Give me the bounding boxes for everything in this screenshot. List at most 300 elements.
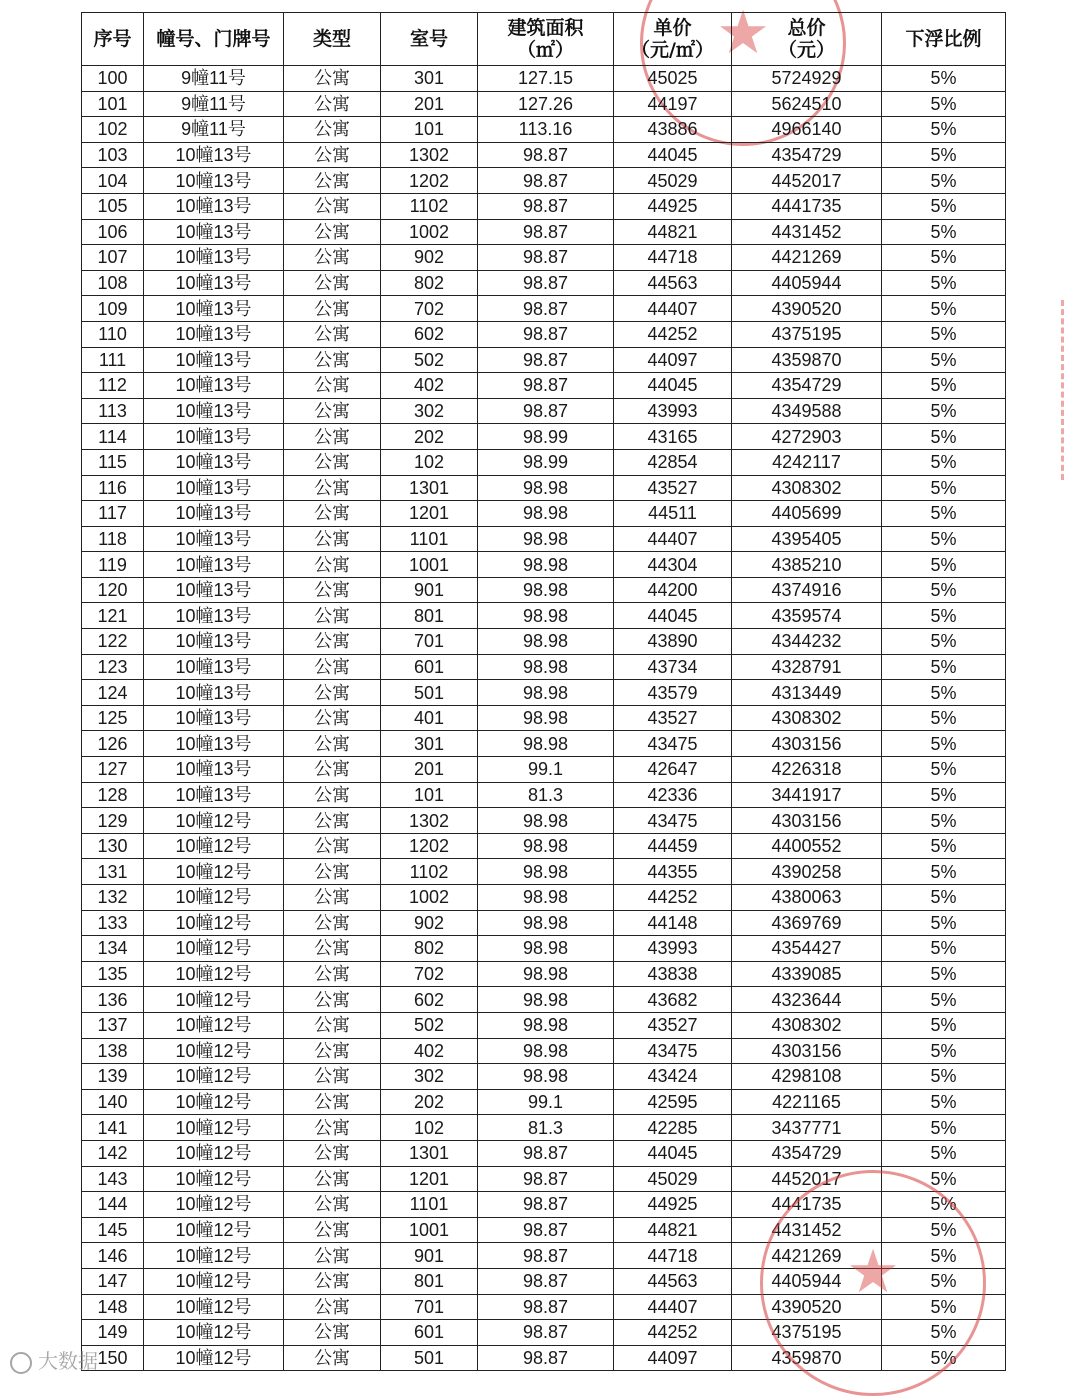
cell-room: 302 — [381, 1064, 478, 1090]
cell-discount: 5% — [882, 654, 1006, 680]
cell-unit-price: 44045 — [614, 142, 732, 168]
table-row — [82, 782, 1006, 808]
cell-discount: 5% — [882, 577, 1006, 603]
cell-discount: 5% — [882, 449, 1006, 475]
cell-building: 10幢13号 — [144, 245, 284, 271]
cell-area: 98.87 — [478, 1243, 614, 1269]
cell-type: 公寓 — [284, 680, 381, 706]
cell-building: 10幢13号 — [144, 321, 284, 347]
cell-seq: 103 — [82, 142, 144, 168]
cell-seq: 138 — [82, 1038, 144, 1064]
cell-discount: 5% — [882, 1268, 1006, 1294]
cell-room: 1202 — [381, 168, 478, 194]
cell-building: 10幢12号 — [144, 1192, 284, 1218]
cell-total-price: 4308302 — [732, 475, 882, 501]
cell-seq: 137 — [82, 1012, 144, 1038]
cell-seq: 106 — [82, 219, 144, 245]
table-row — [82, 373, 1006, 399]
table-row — [82, 603, 1006, 629]
cell-unit-price: 44718 — [614, 245, 732, 271]
table-row — [82, 475, 1006, 501]
cell-room: 1101 — [381, 526, 478, 552]
header-unit-price — [614, 13, 732, 66]
cell-unit-price: 44407 — [614, 1294, 732, 1320]
cell-room: 1202 — [381, 833, 478, 859]
cell-type: 公寓 — [284, 1089, 381, 1115]
cell-type: 公寓 — [284, 475, 381, 501]
cell-total-price: 4303156 — [732, 1038, 882, 1064]
cell-building: 10幢12号 — [144, 885, 284, 911]
cell-unit-price: 43475 — [614, 1038, 732, 1064]
cell-unit-price: 43890 — [614, 629, 732, 655]
table-row — [82, 936, 1006, 962]
cell-unit-price: 43527 — [614, 475, 732, 501]
cell-type: 公寓 — [284, 1140, 381, 1166]
cell-room: 1302 — [381, 142, 478, 168]
cell-area: 98.98 — [478, 654, 614, 680]
cell-building: 10幢13号 — [144, 552, 284, 578]
cell-unit-price: 43527 — [614, 1012, 732, 1038]
cell-type: 公寓 — [284, 936, 381, 962]
table-row — [82, 321, 1006, 347]
cell-discount: 5% — [882, 168, 1006, 194]
cell-room: 1001 — [381, 552, 478, 578]
cell-area: 98.87 — [478, 373, 614, 399]
cell-building: 10幢12号 — [144, 1115, 284, 1141]
cell-room: 802 — [381, 270, 478, 296]
cell-seq: 107 — [82, 245, 144, 271]
cell-seq: 134 — [82, 936, 144, 962]
cell-area: 98.87 — [478, 347, 614, 373]
cell-type: 公寓 — [284, 859, 381, 885]
cell-total-price: 4374916 — [732, 577, 882, 603]
cell-seq: 130 — [82, 833, 144, 859]
cell-type: 公寓 — [284, 987, 381, 1013]
cell-type: 公寓 — [284, 1294, 381, 1320]
cell-area: 98.98 — [478, 552, 614, 578]
cell-room: 201 — [381, 91, 478, 117]
table-row — [82, 1115, 1006, 1141]
cell-room: 502 — [381, 347, 478, 373]
cell-seq: 110 — [82, 321, 144, 347]
header-discount: 下浮比例 — [882, 13, 1006, 66]
cell-seq: 100 — [82, 66, 144, 92]
cell-discount: 5% — [882, 1345, 1006, 1371]
cell-building: 10幢12号 — [144, 1345, 284, 1371]
header-total-price-unit: （元） — [777, 39, 835, 61]
cell-discount: 5% — [882, 193, 1006, 219]
cell-area: 98.98 — [478, 987, 614, 1013]
table-row — [82, 424, 1006, 450]
cell-area: 98.98 — [478, 1064, 614, 1090]
cell-total-price: 4431452 — [732, 219, 882, 245]
cell-total-price: 4323644 — [732, 987, 882, 1013]
table-row — [82, 654, 1006, 680]
cell-area: 81.3 — [478, 1115, 614, 1141]
table-row — [82, 117, 1006, 143]
cell-room: 802 — [381, 936, 478, 962]
cell-total-price: 4369769 — [732, 910, 882, 936]
cell-discount: 5% — [882, 961, 1006, 987]
cell-total-price: 4359574 — [732, 603, 882, 629]
cell-seq: 141 — [82, 1115, 144, 1141]
cell-building: 10幢12号 — [144, 833, 284, 859]
cell-total-price: 4390520 — [732, 1294, 882, 1320]
cell-discount: 5% — [882, 603, 1006, 629]
cell-building: 10幢13号 — [144, 142, 284, 168]
cell-room: 801 — [381, 1268, 478, 1294]
cell-total-price: 4421269 — [732, 245, 882, 271]
cell-discount: 5% — [882, 501, 1006, 527]
cell-seq: 123 — [82, 654, 144, 680]
cell-type: 公寓 — [284, 117, 381, 143]
cell-seq: 119 — [82, 552, 144, 578]
cell-area: 98.87 — [478, 1140, 614, 1166]
cell-area: 98.98 — [478, 475, 614, 501]
table-row — [82, 629, 1006, 655]
cell-unit-price: 45025 — [614, 66, 732, 92]
cell-discount: 5% — [882, 808, 1006, 834]
cell-area: 98.87 — [478, 321, 614, 347]
cell-room: 1002 — [381, 219, 478, 245]
cell-room: 202 — [381, 424, 478, 450]
cell-area: 98.87 — [478, 398, 614, 424]
cell-building: 10幢13号 — [144, 501, 284, 527]
cell-building: 10幢13号 — [144, 219, 284, 245]
cell-seq: 145 — [82, 1217, 144, 1243]
cell-discount: 5% — [882, 1166, 1006, 1192]
cell-type: 公寓 — [284, 629, 381, 655]
cell-total-price: 4385210 — [732, 552, 882, 578]
cell-area: 98.98 — [478, 910, 614, 936]
cell-area: 98.98 — [478, 629, 614, 655]
cell-discount: 5% — [882, 833, 1006, 859]
cell-room: 102 — [381, 449, 478, 475]
cell-total-price: 4308302 — [732, 1012, 882, 1038]
cell-unit-price: 44459 — [614, 833, 732, 859]
cell-room: 601 — [381, 654, 478, 680]
cell-seq: 128 — [82, 782, 144, 808]
cell-discount: 5% — [882, 1192, 1006, 1218]
cell-total-price: 4354729 — [732, 373, 882, 399]
cell-type: 公寓 — [284, 1115, 381, 1141]
cell-room: 902 — [381, 910, 478, 936]
cell-building: 10幢12号 — [144, 936, 284, 962]
cell-room: 301 — [381, 66, 478, 92]
cell-area: 81.3 — [478, 782, 614, 808]
table-row — [82, 1064, 1006, 1090]
cell-area: 98.98 — [478, 961, 614, 987]
cell-building: 10幢12号 — [144, 1038, 284, 1064]
cell-type: 公寓 — [284, 1243, 381, 1269]
table-row — [82, 859, 1006, 885]
price-table — [81, 12, 1006, 1371]
cell-building: 10幢13号 — [144, 757, 284, 783]
cell-type: 公寓 — [284, 731, 381, 757]
table-row — [82, 1012, 1006, 1038]
seal-star-icon: ★ — [846, 1237, 900, 1307]
cell-area: 98.87 — [478, 193, 614, 219]
cell-total-price: 4441735 — [732, 1192, 882, 1218]
cell-building: 10幢12号 — [144, 1089, 284, 1115]
cell-total-price: 4313449 — [732, 680, 882, 706]
cell-type: 公寓 — [284, 1038, 381, 1064]
cell-area: 98.87 — [478, 245, 614, 271]
cell-building: 10幢12号 — [144, 1294, 284, 1320]
header-area-label: 建筑面积 — [507, 17, 584, 39]
cell-type: 公寓 — [284, 1064, 381, 1090]
cell-total-price: 4359870 — [732, 347, 882, 373]
cell-discount: 5% — [882, 859, 1006, 885]
cell-room: 1102 — [381, 859, 478, 885]
cell-seq: 132 — [82, 885, 144, 911]
cell-area: 98.98 — [478, 603, 614, 629]
table-row — [82, 808, 1006, 834]
cell-type: 公寓 — [284, 424, 381, 450]
cell-building: 10幢13号 — [144, 654, 284, 680]
cell-room: 1201 — [381, 501, 478, 527]
cell-seq: 127 — [82, 757, 144, 783]
table-row — [82, 987, 1006, 1013]
cell-building: 10幢12号 — [144, 1064, 284, 1090]
cell-discount: 5% — [882, 552, 1006, 578]
cell-total-price: 4966140 — [732, 117, 882, 143]
cell-unit-price: 42647 — [614, 757, 732, 783]
cell-discount: 5% — [882, 475, 1006, 501]
cell-discount: 5% — [882, 1217, 1006, 1243]
cell-room: 1101 — [381, 1192, 478, 1218]
table-row — [82, 1243, 1006, 1269]
cell-discount: 5% — [882, 1320, 1006, 1346]
cell-area: 98.87 — [478, 1217, 614, 1243]
cell-seq: 149 — [82, 1320, 144, 1346]
table-row — [82, 168, 1006, 194]
cell-room: 602 — [381, 321, 478, 347]
cell-building: 10幢12号 — [144, 987, 284, 1013]
cell-type: 公寓 — [284, 654, 381, 680]
cell-type: 公寓 — [284, 66, 381, 92]
cell-seq: 104 — [82, 168, 144, 194]
cell-type: 公寓 — [284, 885, 381, 911]
header-total-price-label: 总价 — [787, 17, 826, 39]
cell-discount: 5% — [882, 705, 1006, 731]
cell-total-price: 4298108 — [732, 1064, 882, 1090]
header-unit-price-unit: （元/㎡） — [631, 39, 714, 61]
cell-unit-price: 43993 — [614, 398, 732, 424]
cell-seq: 112 — [82, 373, 144, 399]
cell-discount: 5% — [882, 1038, 1006, 1064]
table-row — [82, 347, 1006, 373]
cell-seq: 129 — [82, 808, 144, 834]
cell-building: 10幢12号 — [144, 910, 284, 936]
cell-unit-price: 44148 — [614, 910, 732, 936]
table-row — [82, 449, 1006, 475]
cell-area: 99.1 — [478, 757, 614, 783]
cell-total-price: 3441917 — [732, 782, 882, 808]
cell-discount: 5% — [882, 1140, 1006, 1166]
cell-area: 98.87 — [478, 296, 614, 322]
cell-seq: 135 — [82, 961, 144, 987]
cell-unit-price: 44252 — [614, 885, 732, 911]
cell-area: 98.87 — [478, 219, 614, 245]
cell-total-price: 4242117 — [732, 449, 882, 475]
cell-unit-price: 44925 — [614, 193, 732, 219]
cell-building: 10幢13号 — [144, 424, 284, 450]
cell-total-price: 5724929 — [732, 66, 882, 92]
table-row — [82, 270, 1006, 296]
table-row — [82, 245, 1006, 271]
table-row — [82, 1192, 1006, 1218]
cell-building: 10幢12号 — [144, 1320, 284, 1346]
cell-building: 9幢11号 — [144, 66, 284, 92]
cell-total-price: 4308302 — [732, 705, 882, 731]
cell-building: 10幢13号 — [144, 398, 284, 424]
cell-type: 公寓 — [284, 1192, 381, 1218]
cell-area: 98.87 — [478, 1166, 614, 1192]
header-total-price — [732, 13, 882, 66]
cell-unit-price: 45029 — [614, 1166, 732, 1192]
cell-seq: 101 — [82, 91, 144, 117]
table-row — [82, 705, 1006, 731]
cell-total-price: 4390258 — [732, 859, 882, 885]
table-row — [82, 398, 1006, 424]
table-row — [82, 1217, 1006, 1243]
cell-room: 402 — [381, 373, 478, 399]
cell-total-price: 4354729 — [732, 1140, 882, 1166]
cell-area: 98.98 — [478, 859, 614, 885]
cell-room: 202 — [381, 1089, 478, 1115]
cell-unit-price: 44407 — [614, 526, 732, 552]
cell-area: 98.98 — [478, 577, 614, 603]
cell-type: 公寓 — [284, 373, 381, 399]
cell-room: 1002 — [381, 885, 478, 911]
cell-discount: 5% — [882, 270, 1006, 296]
cell-unit-price: 43579 — [614, 680, 732, 706]
cell-seq: 124 — [82, 680, 144, 706]
cell-discount: 5% — [882, 782, 1006, 808]
cell-area: 127.26 — [478, 91, 614, 117]
cell-area: 98.98 — [478, 1012, 614, 1038]
cell-unit-price: 44304 — [614, 552, 732, 578]
table-row — [82, 1166, 1006, 1192]
cell-unit-price: 44563 — [614, 1268, 732, 1294]
cell-seq: 121 — [82, 603, 144, 629]
cell-room: 502 — [381, 1012, 478, 1038]
cell-building: 10幢13号 — [144, 782, 284, 808]
cell-seq: 133 — [82, 910, 144, 936]
cell-room: 902 — [381, 245, 478, 271]
cell-discount: 5% — [882, 629, 1006, 655]
cell-area: 99.1 — [478, 1089, 614, 1115]
cell-discount: 5% — [882, 680, 1006, 706]
cell-building: 10幢13号 — [144, 475, 284, 501]
cell-total-price: 4349588 — [732, 398, 882, 424]
cell-unit-price: 44511 — [614, 501, 732, 527]
cell-total-price: 4441735 — [732, 193, 882, 219]
cell-building: 10幢12号 — [144, 1166, 284, 1192]
cell-type: 公寓 — [284, 1166, 381, 1192]
cell-area: 98.87 — [478, 1268, 614, 1294]
cell-area: 98.98 — [478, 731, 614, 757]
cell-unit-price: 43682 — [614, 987, 732, 1013]
cell-unit-price: 43527 — [614, 705, 732, 731]
cell-total-price: 4395405 — [732, 526, 882, 552]
header-room: 室号 — [381, 13, 478, 66]
cell-seq: 102 — [82, 117, 144, 143]
cell-unit-price: 44821 — [614, 1217, 732, 1243]
cell-unit-price: 43734 — [614, 654, 732, 680]
cell-type: 公寓 — [284, 398, 381, 424]
cell-area: 98.98 — [478, 705, 614, 731]
cell-building: 10幢13号 — [144, 603, 284, 629]
cell-unit-price: 44355 — [614, 859, 732, 885]
header-area-unit: （㎡） — [516, 39, 574, 61]
cell-room: 1201 — [381, 1166, 478, 1192]
cell-building: 10幢13号 — [144, 347, 284, 373]
cell-seq: 136 — [82, 987, 144, 1013]
cell-seq: 120 — [82, 577, 144, 603]
header-type: 类型 — [284, 13, 381, 66]
cell-seq: 144 — [82, 1192, 144, 1218]
table-row — [82, 757, 1006, 783]
cell-seq: 143 — [82, 1166, 144, 1192]
cell-building: 9幢11号 — [144, 117, 284, 143]
cell-area: 98.99 — [478, 449, 614, 475]
table-row — [82, 1140, 1006, 1166]
cell-unit-price: 44252 — [614, 321, 732, 347]
cell-discount: 5% — [882, 1243, 1006, 1269]
cell-building: 9幢11号 — [144, 91, 284, 117]
cell-total-price: 4328791 — [732, 654, 882, 680]
cell-seq: 125 — [82, 705, 144, 731]
cell-seq: 131 — [82, 859, 144, 885]
cell-type: 公寓 — [284, 296, 381, 322]
cell-seq: 139 — [82, 1064, 144, 1090]
cell-area: 98.87 — [478, 1345, 614, 1371]
cell-discount: 5% — [882, 936, 1006, 962]
cell-discount: 5% — [882, 219, 1006, 245]
cell-room: 501 — [381, 1345, 478, 1371]
cell-unit-price: 44200 — [614, 577, 732, 603]
cell-room: 402 — [381, 1038, 478, 1064]
cell-unit-price: 44821 — [614, 219, 732, 245]
cell-total-price: 4272903 — [732, 424, 882, 450]
cell-room: 201 — [381, 757, 478, 783]
cell-room: 1102 — [381, 193, 478, 219]
table-row — [82, 193, 1006, 219]
cell-building: 10幢12号 — [144, 859, 284, 885]
cell-type: 公寓 — [284, 526, 381, 552]
header-area — [478, 13, 614, 66]
cell-seq: 142 — [82, 1140, 144, 1166]
cell-area: 98.98 — [478, 526, 614, 552]
cell-room: 302 — [381, 398, 478, 424]
cell-discount: 5% — [882, 1064, 1006, 1090]
cell-unit-price: 44252 — [614, 1320, 732, 1346]
cell-unit-price: 43886 — [614, 117, 732, 143]
table-row — [82, 219, 1006, 245]
cell-total-price: 4405944 — [732, 1268, 882, 1294]
cell-room: 301 — [381, 731, 478, 757]
cell-area: 98.87 — [478, 1192, 614, 1218]
cell-room: 101 — [381, 782, 478, 808]
cell-seq: 147 — [82, 1268, 144, 1294]
cell-area: 113.16 — [478, 117, 614, 143]
cell-discount: 5% — [882, 321, 1006, 347]
seal-edge-mark — [1061, 300, 1080, 480]
watermark — [10, 1345, 98, 1374]
cell-total-price: 4400552 — [732, 833, 882, 859]
